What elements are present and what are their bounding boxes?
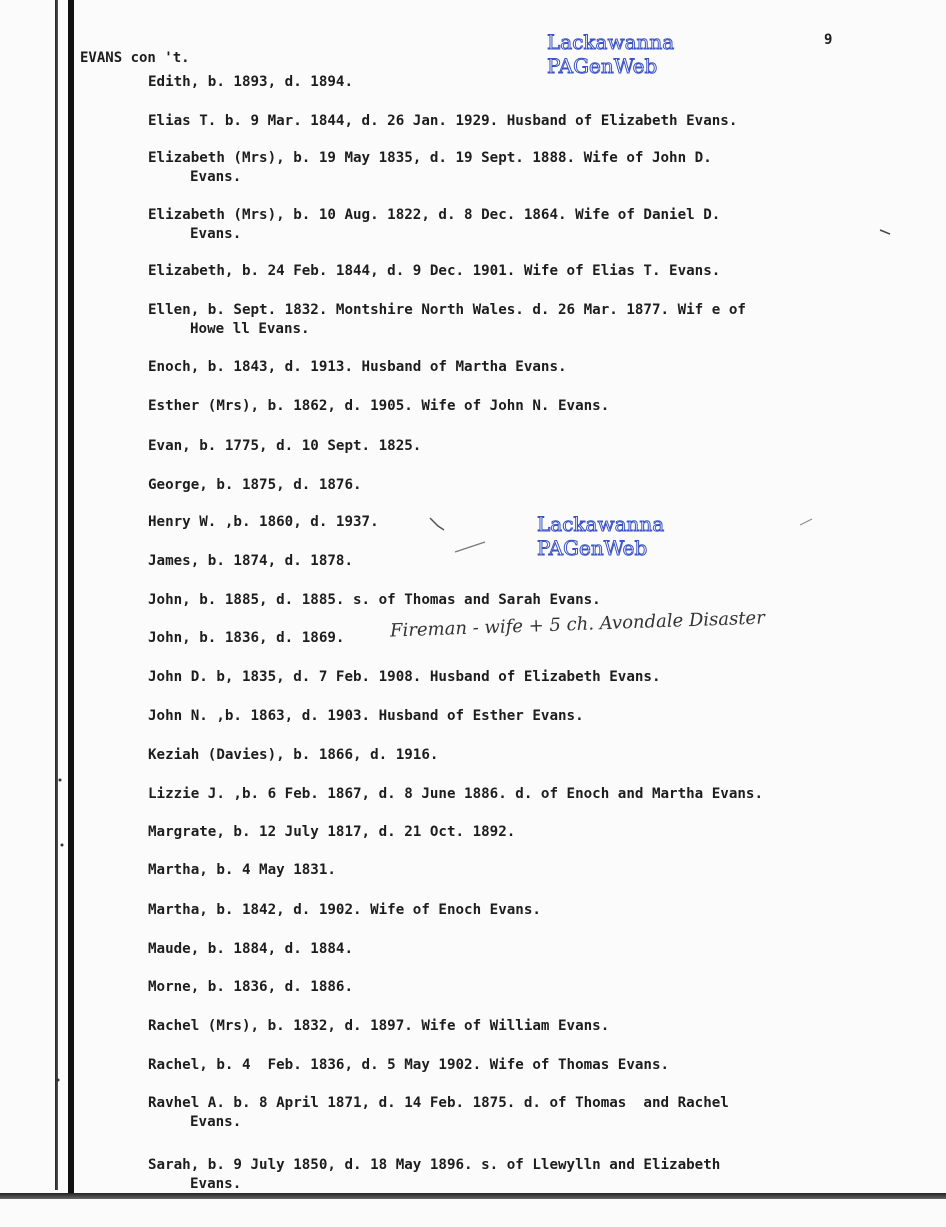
entry-21: Maude, b. 1884, d. 1884. — [148, 941, 353, 957]
entry-3: Elizabeth (Mrs), b. 10 Aug. 1822, d. 8 Dec. 1864. Wife of Daniel D. Evans. — [148, 207, 721, 242]
entry-17: Lizzie J. ,b. 6 Feb. 1867, d. 8 June 1886. d. of Enoch and Martha Evans. — [148, 786, 763, 802]
entry-19: Martha, b. 4 May 1831. — [148, 862, 336, 878]
watermark-line2: PAGenWeb — [537, 536, 648, 560]
entry-10: Henry W. ,b. 1860, d. 1937. — [148, 514, 379, 530]
entry-16: Keziah (Davies), b. 1866, d. 1916. — [148, 747, 439, 763]
entry-13: John, b. 1836, d. 1869. — [148, 630, 345, 646]
entry-22: Morne, b. 1836, d. 1886. — [148, 979, 353, 995]
entry-26: Sarah, b. 9 July 1850, d. 18 May 1896. s. of Llewylln and Elizabeth Evans. — [148, 1157, 721, 1192]
entry-0: Edith, b. 1893, d. 1894. — [148, 74, 353, 90]
entry-20: Martha, b. 1842, d. 1902. Wife of Enoch Evans. — [148, 902, 541, 918]
entry-15: John N. ,b. 1863, d. 1903. Husband of Esther Evans. — [148, 708, 584, 724]
entry-1: Elias T. b. 9 Mar. 1844, d. 26 Jan. 1929. Husband of Elizabeth Evans. — [148, 113, 738, 129]
page-number: 9 — [824, 32, 833, 48]
entry-24: Rachel, b. 4 Feb. 1836, d. 5 May 1902. Wife of Thomas Evans. — [148, 1057, 670, 1073]
watermark-line1: Lackawanna — [547, 30, 675, 54]
entry-5: Ellen, b. Sept. 1832. Montshire North Wales. d. 26 Mar. 1877. Wif e of Howe ll Evans. — [148, 302, 746, 337]
entry-11: James, b. 1874, d. 1878. — [148, 553, 353, 569]
entry-25: Ravhel A. b. 8 April 1871, d. 14 Feb. 1875. d. of Thomas and Rachel Evans. — [148, 1095, 729, 1130]
entry-14: John D. b, 1835, d. 7 Feb. 1908. Husband of Elizabeth Evans. — [148, 669, 661, 685]
entry-9: George, b. 1875, d. 1876. — [148, 477, 362, 493]
handwritten-note: Fireman - wife + 5 ch. Avondale Disaster — [389, 607, 766, 642]
entry-6: Enoch, b. 1843, d. 1913. Husband of Martha Evans. — [148, 359, 567, 375]
entry-2: Elizabeth (Mrs), b. 19 May 1835, d. 19 Sept. 1888. Wife of John D. Evans. — [148, 150, 712, 185]
entry-4: Elizabeth, b. 24 Feb. 1844, d. 9 Dec. 1901. Wife of Elias T. Evans. — [148, 263, 721, 279]
entry-8: Evan, b. 1775, d. 10 Sept. 1825. — [148, 438, 422, 454]
watermark-line1: Lackawanna — [537, 512, 665, 536]
surname-header: EVANS con 't. — [80, 50, 190, 66]
entry-7: Esther (Mrs), b. 1862, d. 1905. Wife of John N. Evans. — [148, 398, 610, 414]
entry-18: Margrate, b. 12 July 1817, d. 21 Oct. 1892. — [148, 824, 516, 840]
entry-23: Rachel (Mrs), b. 1832, d. 1897. Wife of William Evans. — [148, 1018, 610, 1034]
entry-12: John, b. 1885, d. 1885. s. of Thomas and Sarah Evans. — [148, 592, 601, 608]
watermark-line2: PAGenWeb — [547, 54, 658, 78]
